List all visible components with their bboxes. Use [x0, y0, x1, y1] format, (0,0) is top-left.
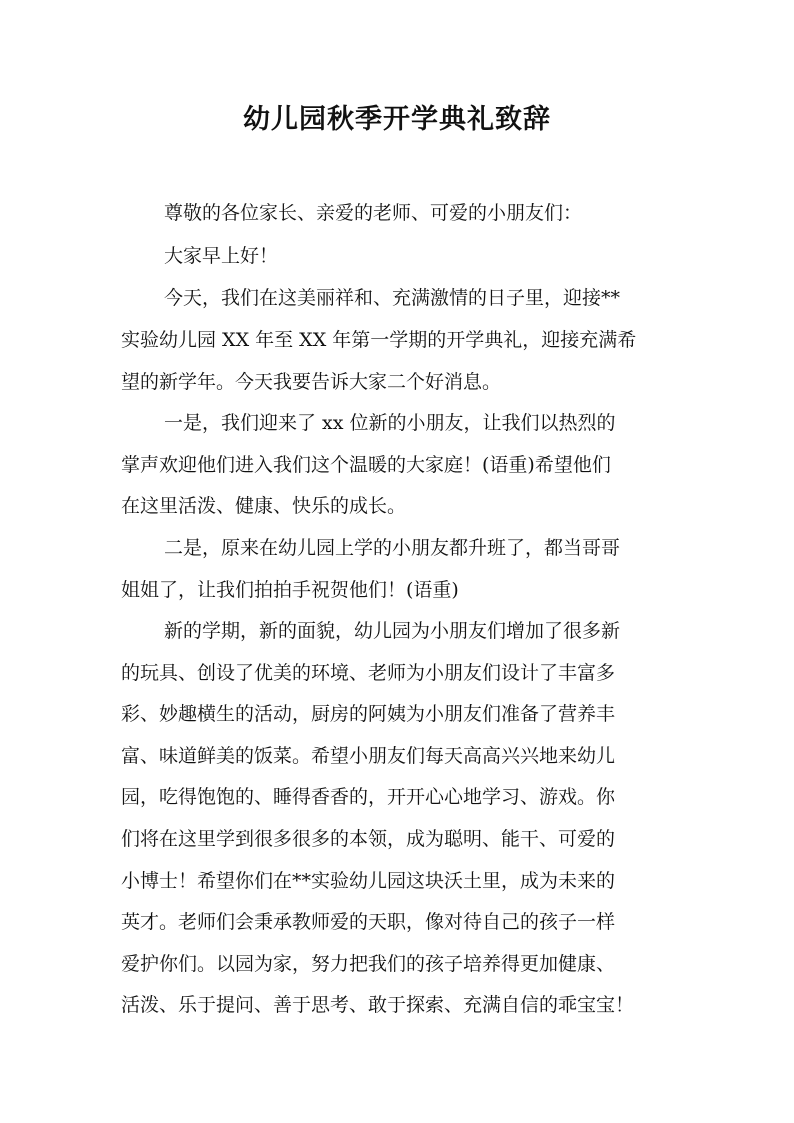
body-line-17: 小博士！希望你们在**实验幼儿园这块沃土里，成为未来的 — [121, 870, 616, 892]
body-line-6: 一是，我们迎来了 xx 位新的小朋友，让我们以热烈的 — [164, 412, 616, 434]
body-line-14: 富、味道鲜美的饭菜。希望小朋友们每天高高兴兴地来幼儿 — [121, 745, 616, 767]
document-title: 幼儿园秋季开学典礼致辞 — [243, 104, 551, 135]
body-line-3: 今天，我们在这美丽祥和、充满激情的日子里，迎接** — [164, 287, 621, 309]
body-line-1: 尊敬的各位家长、亲爱的老师、可爱的小朋友们： — [164, 202, 583, 224]
body-line-13: 彩、妙趣横生的活动，厨房的阿姨为小朋友们准备了营养丰 — [121, 703, 616, 725]
body-line-5: 望的新学年。今天我要告诉大家二个好消息。 — [121, 371, 502, 393]
body-line-15: 园，吃得饱饱的、睡得香香的，开开心心地学习、游戏。你 — [121, 786, 616, 808]
body-line-7: 掌声欢迎他们进入我们这个温暖的大家庭！(语重)希望他们 — [121, 454, 611, 476]
body-line-9: 二是，原来在幼儿园上学的小朋友都升班了，都当哥哥 — [164, 537, 621, 559]
body-line-8: 在这里活泼、健康、快乐的成长。 — [121, 495, 407, 517]
body-line-11: 新的学期，新的面貌，幼儿园为小朋友们增加了很多新 — [164, 620, 621, 642]
body-line-16: 们将在这里学到很多很多的本领，成为聪明、能干、可爱的 — [121, 828, 616, 850]
body-line-10: 姐姐了，让我们拍拍手祝贺他们！(语重) — [121, 579, 459, 601]
body-line-18: 英才。老师们会秉承教师爱的天职，像对待自己的孩子一样 — [121, 911, 616, 933]
body-line-19: 爱护你们。以园为家，努力把我们的孩子培养得更加健康、 — [121, 953, 616, 975]
body-line-4: 实验幼儿园 XX 年至 XX 年第一学期的开学典礼，迎接充满希 — [121, 329, 637, 351]
body-line-20: 活泼、乐于提问、善于思考、敢于探索、充满自信的乖宝宝！ — [121, 994, 635, 1016]
body-line-2: 大家早上好！ — [164, 245, 279, 267]
body-line-12: 的玩具、创设了优美的环境、老师为小朋友们设计了丰富多 — [121, 662, 616, 684]
